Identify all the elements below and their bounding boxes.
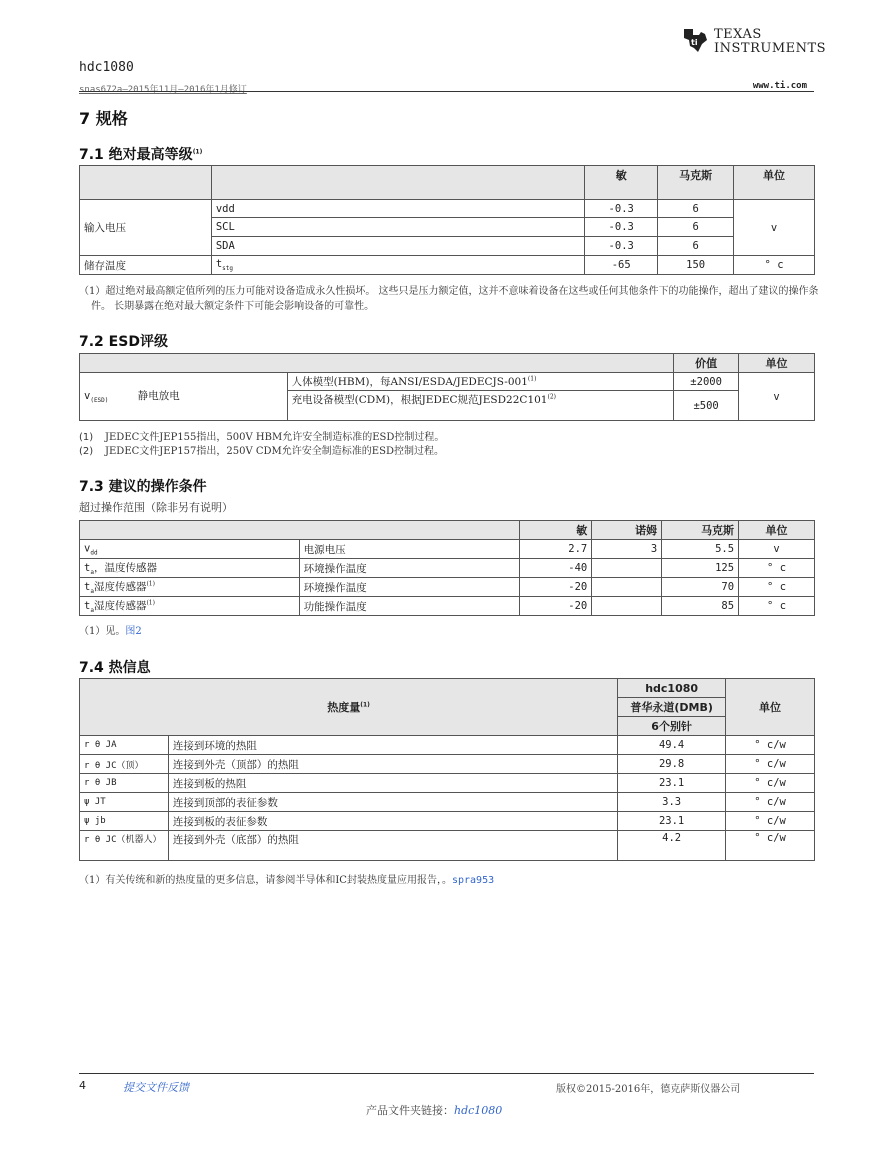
section-title: 7 规格 [79,109,128,128]
doc-name: hdc1080 [79,60,134,75]
esd-label: $v_{(ESD)}$ 静电放电 [80,373,288,421]
nom-value: 3 [592,540,662,559]
header-unit: 单位 [739,521,815,540]
logo-line1: TEXAS [714,27,762,42]
description-cell: 环境操作温度 [299,559,520,578]
description-cell: 连接到环境的热阻 [168,736,617,755]
header-nom: 诺姆 [592,521,662,540]
hbm-description: 人体模型(HBM)，每ANSI/ESDA/JEDECJS-001$^{(1)}$ [287,373,673,391]
min-value: -0.3 [585,200,658,218]
footer-divider [79,1073,814,1074]
thermal-footnote: （1）有关传统和新的热度量的更多信息，请参阅半导体和IC封装热度量应用报告，。spra953 [79,875,495,886]
header-blank-2 [211,166,584,200]
table-row [80,793,815,812]
product-link[interactable]: hdc1080 [454,1104,503,1117]
header-unit: 单位 [734,166,815,200]
description-cell: 环境操作温度 [299,578,520,597]
min-value: -40 [520,559,592,578]
spra953-link[interactable]: spra953 [451,875,495,886]
unit-cell: ° c/w [726,774,815,793]
cdm-description: 充电设备模型(CDM)，根据JEDEC规范JESD22C101$^{(2)}$ [287,391,673,421]
section-7-3-title: 7.3 建议的操作条件 [79,479,207,495]
table-row [80,831,815,861]
header-blank [80,354,674,373]
header-divider [79,91,814,92]
table-row [80,559,815,578]
description-cell: 连接到外壳（顶部）的热阻 [168,755,617,774]
esd-table [79,353,815,421]
header-min: 敏 [520,521,592,540]
symbol-cell: r θ JB [80,774,169,793]
unit-cell: ° c/w [726,831,815,861]
nom-value [592,597,662,616]
copyright: 版权©2015-2016年，德克萨斯仪器公司 [556,1084,741,1095]
max-value: 6 [658,200,734,218]
max-value: 70 [662,578,739,597]
header-pins: 6个别针 [618,717,726,736]
unit-cell: ° c/w [726,812,815,831]
product-folder-links: 产品文件夹链接：hdc1080 [366,1104,503,1117]
symbol-cell: ψ jb [80,812,169,831]
value-cell: 29.8 [618,755,726,774]
esd-unit: v [739,373,815,421]
abs-max-table [79,165,815,275]
table-row [80,578,815,597]
symbol-cell: $v_{dd}$ [80,540,300,559]
symbol-cell: $t_a$湿度传感器$^{(1)}$ [80,597,300,616]
param-tstg: $t_{stg}$ [211,256,584,275]
input-voltage-label: 输入电压 [80,200,212,256]
description-cell: 电源电压 [299,540,520,559]
header-max: 马克斯 [662,521,739,540]
max-value: 6 [658,218,734,237]
header-blank [80,521,520,540]
unit-value: v [734,200,815,256]
table-row [80,736,815,755]
unit-cell: ° c/w [726,755,815,774]
unit-value: ° c [734,256,815,275]
table-row [80,755,815,774]
symbol-cell: r θ JA [80,736,169,755]
min-value: 2.7 [520,540,592,559]
page-number: 4 [79,1079,86,1092]
max-value: 85 [662,597,739,616]
figure-2-link[interactable]: 图2 [125,626,142,637]
min-value: -0.3 [585,237,658,256]
description-cell: 连接到外壳（底部）的热阻 [168,831,617,861]
hbm-value: ±2000 [674,373,739,391]
table-row [80,812,815,831]
operating-conditions-table [79,520,815,616]
header-thermal-metric: 热度量$^{(1)}$ [80,679,618,736]
symbol-cell: r θ JC（顶） [80,755,169,774]
logo-line2: INSTRUMENTS [714,41,827,56]
value-cell: 23.1 [618,774,726,793]
operating-footnote: （1）见。图2 [79,626,142,637]
header-max: 马克斯 [658,166,734,200]
header-device: hdc1080 [618,679,726,698]
header-unit: 单位 [726,679,815,736]
submit-feedback-link[interactable]: 提交文件反馈 [123,1081,189,1094]
texas-state-icon [680,26,710,56]
min-value: -65 [585,256,658,275]
section-7-2-title: 7.2 ESD评级 [79,334,168,350]
table-row [80,774,815,793]
description-cell: 连接到板的热阻 [168,774,617,793]
max-value: 6 [658,237,734,256]
table-row [80,540,815,559]
cdm-value: ±500 [674,391,739,421]
header-blank-1 [80,166,212,200]
param-scl: SCL [211,218,584,237]
unit-value: v [739,540,815,559]
nom-value [592,578,662,597]
header-unit: 单位 [739,354,815,373]
unit-value: ° c [739,597,815,616]
param-vdd: vdd [211,200,584,218]
min-value: -20 [520,597,592,616]
value-cell: 49.4 [618,736,726,755]
abs-max-footnote: （1）超过绝对最高额定值所列的压力可能对设备造成永久性损坏。 这些只是压力额定值，这并不意味着设备在这些或任何其他条件下的功能操作，超出了建议的操作条件。 长期暴露在绝对最大额定条件下可能会影响设备的可靠性。 [79,286,819,312]
unit-value: ° c [739,559,815,578]
header-value: 价值 [674,354,739,373]
value-cell: 4.2 [618,831,726,861]
value-cell: 3.3 [618,793,726,812]
doc-revision: snas672a–2015年11月–2016年1月修订 [79,85,247,95]
max-value: 125 [662,559,739,578]
storage-temp-label: 储存温度 [80,256,212,275]
section-7-4-title: 7.4 热信息 [79,660,151,676]
unit-cell: ° c/w [726,793,815,812]
symbol-cell: ψ JT [80,793,169,812]
header-min: 敏 [585,166,658,200]
symbol-cell: r θ JC（机器人） [80,831,169,861]
section-7-3-subtitle: 超过操作范围（除非另有说明） [79,501,233,514]
site-link[interactable]: www.ti.com [752,81,807,91]
description-cell: 连接到顶部的表征参数 [168,793,617,812]
description-cell: 连接到板的表征参数 [168,812,617,831]
svg-text:ti: ti [691,38,698,47]
max-value: 150 [658,256,734,275]
symbol-cell: $t_a$，温度传感器 [80,559,300,578]
unit-cell: ° c/w [726,736,815,755]
esd-footnote-1: (1) JEDEC文件JEP155指出，500V HBM允许安全制造标准的ESD控制过程。 [79,432,445,443]
param-sda: SDA [211,237,584,256]
nom-value [592,559,662,578]
thermal-info-table [79,678,815,861]
section-7-1-title: 7.1 绝对最高等级$^{(1)}$ [79,147,203,163]
description-cell: 功能操作温度 [299,597,520,616]
header-package: 普华永道(DMB) [618,698,726,717]
value-cell: 23.1 [618,812,726,831]
min-value: -0.3 [585,218,658,237]
max-value: 5.5 [662,540,739,559]
symbol-cell: $t_a$湿度传感器$^{(1)}$ [80,578,300,597]
min-value: -20 [520,578,592,597]
esd-footnote-2: (2) JEDEC文件JEP157指出，250V CDM允许安全制造标准的ESD控制过程。 [79,446,444,457]
unit-value: ° c [739,578,815,597]
table-row [80,597,815,616]
